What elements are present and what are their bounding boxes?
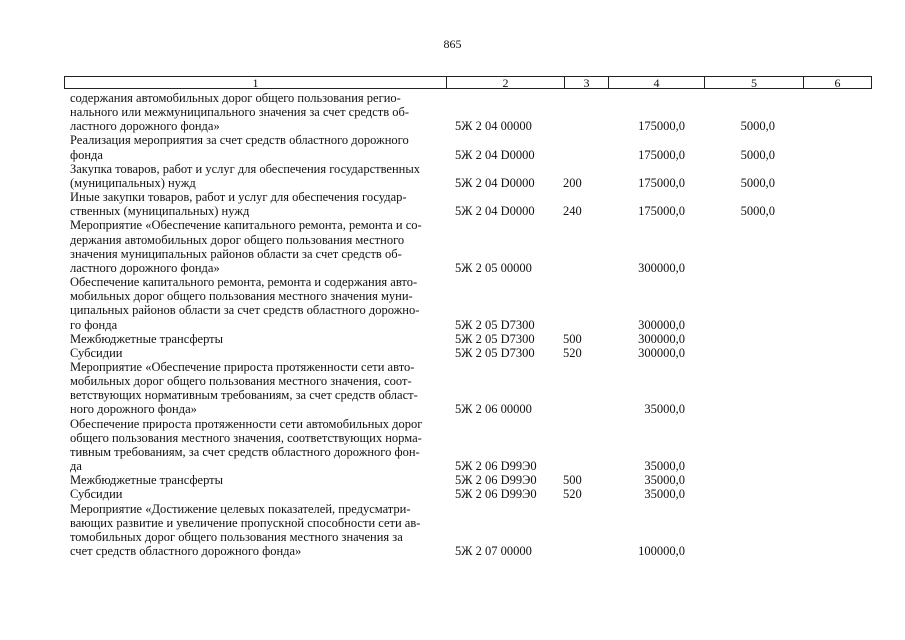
row-amount: 35000,0: [644, 473, 685, 488]
header-col-4: 4: [609, 77, 705, 88]
row-target-code: 5Ж 2 06 D99Э0: [455, 487, 537, 502]
row-target-code: 5Ж 2 06 D99Э0: [455, 473, 537, 488]
table-row: [70, 162, 880, 190]
row-amount: 300000,0: [638, 260, 685, 275]
row-amount-2: 5000,0: [740, 204, 775, 219]
row-target-code: 5Ж 2 05 D7300: [455, 331, 535, 346]
row-target-code: 5Ж 2 06 D99Э0: [455, 459, 537, 474]
row-target-code: 5Ж 2 05 D7300: [455, 317, 535, 332]
row-target-code: 5Ж 2 04 D0000: [455, 147, 535, 162]
row-expense-type: 200: [563, 175, 582, 190]
row-description: содержания автомобильных дорог общего пользования регио- нального или межмуниципального значения за счет средств об- ластного дорожного фонда»: [70, 91, 410, 134]
row-amount: 35000,0: [644, 459, 685, 474]
row-target-code: 5Ж 2 05 00000: [455, 260, 532, 275]
header-col-3: 3: [565, 77, 609, 88]
row-target-code: 5Ж 2 06 00000: [455, 402, 532, 417]
page-number: 865: [443, 37, 462, 51]
row-expense-type: 500: [563, 331, 582, 346]
row-description: Межбюджетные трансферты: [70, 473, 224, 488]
table-row: [70, 133, 880, 161]
table-row: [70, 332, 880, 346]
row-expense-type: 520: [563, 487, 582, 502]
row-amount: 300000,0: [638, 345, 685, 360]
row-target-code: 5Ж 2 04 00000: [455, 119, 532, 134]
row-amount: 35000,0: [644, 487, 685, 502]
table-row: [70, 346, 880, 360]
row-description: Закупка товаров, работ и услуг для обеспечения государственных (муниципальных) нужд: [70, 161, 421, 190]
row-amount: 300000,0: [638, 331, 685, 346]
row-description: Реализация мероприятия за счет средств областного дорожного фонда: [70, 133, 409, 162]
table-row: [70, 502, 880, 559]
row-description: Мероприятие «Обеспечение прироста протяженности сети авто- мобильных дорог общего пользования местного значения, соот- ветствующих нормативным требованиям, за счет средств област- ного дорожного фонда»: [70, 359, 418, 417]
row-amount-2: 5000,0: [740, 119, 775, 134]
header-col-5: 5: [705, 77, 804, 88]
row-description: Мероприятие «Обеспечение капитального ремонта, ремонта и со- держания автомобильных дорог общего пользования местного значения муниципальных районов области за счет средств об- ластного дорожного фонда»: [70, 218, 422, 275]
row-description: Обеспечение капитального ремонта, ремонта и содержания авто- мобильных дорог общего пользования местного значения муни- ципальных районов области за счет средств областного дорожно- го фонда: [70, 275, 420, 332]
row-target-code: 5Ж 2 04 D0000: [455, 175, 535, 190]
table-row: [70, 218, 880, 275]
table-row: [70, 487, 880, 501]
row-amount: 175000,0: [638, 119, 685, 134]
row-amount: 35000,0: [644, 402, 685, 417]
table-body: [70, 91, 880, 558]
row-description: Мероприятие «Достижение целевых показателей, предусматри- вающих развитие и увеличение пропускной способности сети ав- томобильных дорог общего пользования местного значения за счет средств областного дорожного фонда»: [70, 501, 421, 558]
table-header: [64, 76, 872, 89]
header-col-1: 1: [65, 77, 447, 88]
row-expense-type: 240: [563, 204, 582, 219]
row-amount-2: 5000,0: [740, 147, 775, 162]
row-description: Межбюджетные трансферты: [70, 331, 224, 346]
table-row: [70, 473, 880, 487]
row-amount: 175000,0: [638, 204, 685, 219]
row-target-code: 5Ж 2 04 D0000: [455, 204, 535, 219]
row-description: Субсидии: [70, 345, 123, 360]
header-col-6: 6: [834, 76, 841, 90]
row-amount: 100000,0: [638, 544, 685, 558]
table-row: [70, 275, 880, 332]
row-amount: 300000,0: [638, 317, 685, 332]
row-amount: 175000,0: [638, 175, 685, 190]
row-target-code: 5Ж 2 05 D7300: [455, 345, 535, 360]
row-target-code: 5Ж 2 07 00000: [455, 544, 532, 558]
table-row: [70, 91, 880, 133]
row-amount: 175000,0: [638, 147, 685, 162]
table-row: [70, 417, 880, 474]
row-description: Иные закупки товаров, работ и услуг для обеспечения государ- ственных (муниципальных) нужд: [70, 190, 407, 219]
table-row: [70, 360, 880, 417]
row-description: Субсидии: [70, 487, 123, 502]
row-expense-type: 500: [563, 473, 582, 488]
row-description: Обеспечение прироста протяженности сети автомобильных дорог общего пользования местного значения, соответствующих норма- тивным требованиям, за счет средств областного дорожного фон- да: [70, 416, 423, 474]
header-col-2: 2: [447, 77, 565, 88]
row-amount-2: 5000,0: [740, 175, 775, 190]
table-row: [70, 190, 880, 218]
row-expense-type: 520: [563, 345, 582, 360]
